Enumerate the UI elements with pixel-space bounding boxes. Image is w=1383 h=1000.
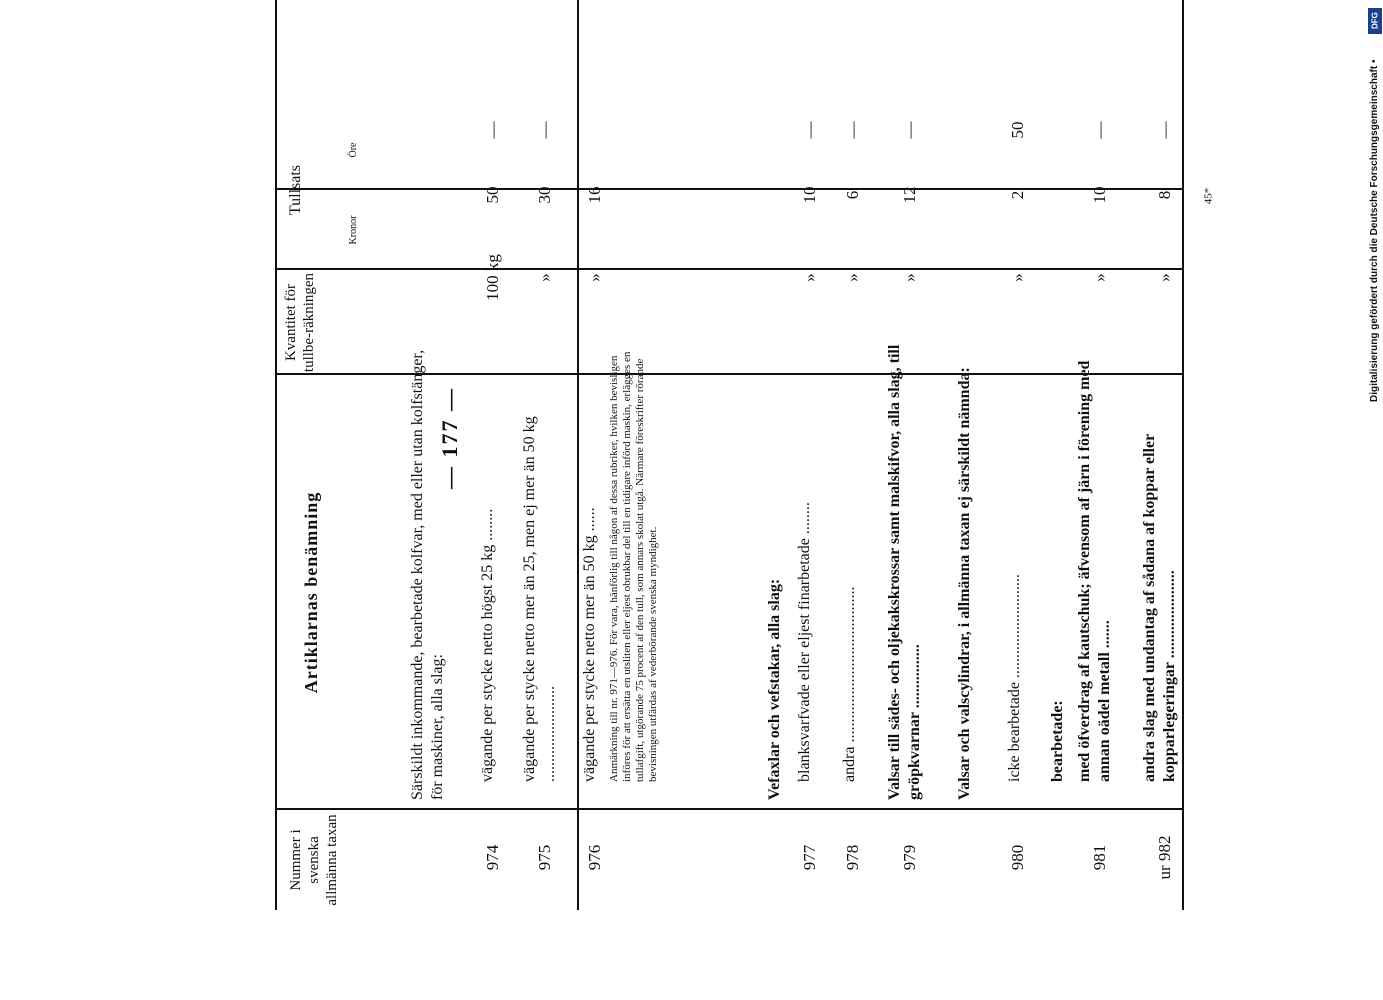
row-ore bbox=[955, 100, 1005, 160]
row-quantity: » bbox=[535, 273, 554, 282]
row-quantity bbox=[1048, 230, 1073, 325]
column-rule bbox=[277, 808, 1182, 810]
row-description: vägande per stycke netto mer än 25, men ej mer än 50 kg ........................ bbox=[521, 416, 558, 782]
row-ore: — bbox=[535, 121, 554, 139]
row-quantity bbox=[408, 230, 458, 325]
row-quantity: » bbox=[843, 273, 862, 282]
row-ore bbox=[608, 100, 758, 160]
header-ore: Öre bbox=[348, 142, 359, 158]
row-kronor bbox=[765, 165, 790, 225]
row-ore: — bbox=[1155, 121, 1174, 139]
row-number: ur 982 bbox=[1155, 835, 1174, 880]
row-kronor bbox=[955, 165, 1005, 225]
row-kronor bbox=[608, 165, 758, 225]
row-description: Valsar till sädes- och oljekakskrossar samt malskifvor, alla slag, till gröpkvarnar ................ bbox=[886, 344, 923, 800]
footer-mark: 45* bbox=[1202, 187, 1215, 205]
header-number: Nummer i svenska allmänna taxan bbox=[288, 814, 340, 906]
row-ore bbox=[408, 100, 458, 160]
page-number: — 177 — bbox=[437, 387, 462, 489]
row-kronor: 50 bbox=[483, 186, 502, 204]
row-ore bbox=[1048, 100, 1073, 160]
row-ore: — bbox=[800, 121, 819, 139]
row-ore bbox=[580, 100, 610, 160]
header-quantity: Kvantitet för tullbe-räkningen bbox=[283, 272, 317, 373]
row-kronor: 8 bbox=[1155, 190, 1174, 200]
row-description: Valsar och valscylindrar, i allmänna taxan ej särskildt nämnda: bbox=[956, 367, 973, 800]
row-kronor: 6 bbox=[843, 190, 862, 200]
row-description: andra ....................................... bbox=[841, 586, 858, 782]
row-number bbox=[955, 815, 1005, 900]
row-ore: — bbox=[483, 121, 502, 139]
row-description: icke bearbetade .......................... bbox=[1006, 574, 1023, 782]
row-description: Anmärkning till nr. 971—976. För vara, hänförlig till någon af dessa rubriker, hvilken bevisligen införes för att ersätta en utsliten eller eljest obrukbar del till en tidigare införd maskin, erlägges en tullafgift, utgörande 75 procent af den tull, som annars skolat utgå. Närmare föreskrifter rörande bevisningen utfärdas af vederbörande svenska myndighet. bbox=[608, 351, 659, 782]
row-description: vägande per stycke netto mer än 50 kg ...... bbox=[581, 507, 598, 782]
row-description: med öfverdrag af kautschuk; äfvensom af järn i förening med annan oädel metall ....... bbox=[1076, 360, 1113, 782]
row-kronor: 16 bbox=[585, 186, 604, 204]
row-number: 979 bbox=[900, 844, 919, 871]
row-quantity: » bbox=[1008, 273, 1027, 282]
row-kronor: 12 bbox=[900, 186, 919, 204]
row-ore: — bbox=[1090, 121, 1109, 139]
row-ore bbox=[765, 100, 790, 160]
row-quantity: » bbox=[800, 273, 819, 282]
row-kronor: 30 bbox=[535, 186, 554, 204]
header-kronor: Kronor bbox=[348, 215, 359, 245]
row-number: 981 bbox=[1090, 844, 1109, 871]
row-number: 977 bbox=[800, 844, 819, 871]
row-quantity bbox=[955, 230, 1005, 325]
row-quantity: » bbox=[585, 273, 604, 282]
digitization-text: Digitalisierung gefördert durch die Deutsche Forschungsgemeinschaft • bbox=[1369, 59, 1380, 402]
row-number: 974 bbox=[483, 844, 502, 871]
row-description: blanksvarfvade eller eljest finarbetade ........ bbox=[796, 502, 813, 782]
header-tullsats: Tullsats bbox=[287, 164, 304, 216]
row-kronor: 10 bbox=[1090, 186, 1109, 204]
row-description: andra slag med undantag af sådana af koppar eller kopparlegeringar ...................... bbox=[1141, 434, 1178, 782]
row-number bbox=[765, 815, 790, 900]
row-quantity: 100 kg bbox=[483, 254, 502, 301]
header-description: Artiklarnas benämning bbox=[301, 491, 321, 694]
row-number: 978 bbox=[843, 844, 862, 871]
row-kronor: 2 bbox=[1008, 190, 1027, 200]
row-number: 975 bbox=[535, 844, 554, 871]
row-description: Särskildt inkommande, bearbetade kolfvar, med eller utan kolfstänger, för maskiner, alla slag: bbox=[409, 349, 446, 800]
row-description: Vefaxlar och vefstakar, alla slag: bbox=[766, 578, 783, 800]
row-kronor bbox=[408, 165, 458, 225]
row-quantity bbox=[608, 230, 758, 325]
row-quantity: » bbox=[1155, 273, 1174, 282]
row-number: 980 bbox=[1008, 844, 1027, 871]
row-description: bearbetade: bbox=[1049, 700, 1066, 782]
row-number: 976 bbox=[585, 844, 604, 871]
digitization-note bbox=[1366, 10, 1383, 1000]
row-quantity: » bbox=[900, 273, 919, 282]
header-rule bbox=[577, 0, 579, 910]
row-quantity: » bbox=[1090, 273, 1109, 282]
row-number bbox=[408, 815, 458, 900]
row-quantity bbox=[765, 230, 790, 325]
row-ore: — bbox=[843, 121, 862, 139]
row-ore: — bbox=[900, 121, 919, 139]
row-ore: 50 bbox=[1008, 121, 1027, 139]
row-kronor: 10 bbox=[800, 186, 819, 204]
row-description: vägande per stycke netto högst 25 kg ........ bbox=[479, 508, 496, 782]
row-kronor bbox=[1048, 165, 1073, 225]
row-number bbox=[608, 815, 758, 900]
row-number bbox=[1048, 815, 1073, 900]
dfg-logo: DFG bbox=[1368, 8, 1382, 34]
